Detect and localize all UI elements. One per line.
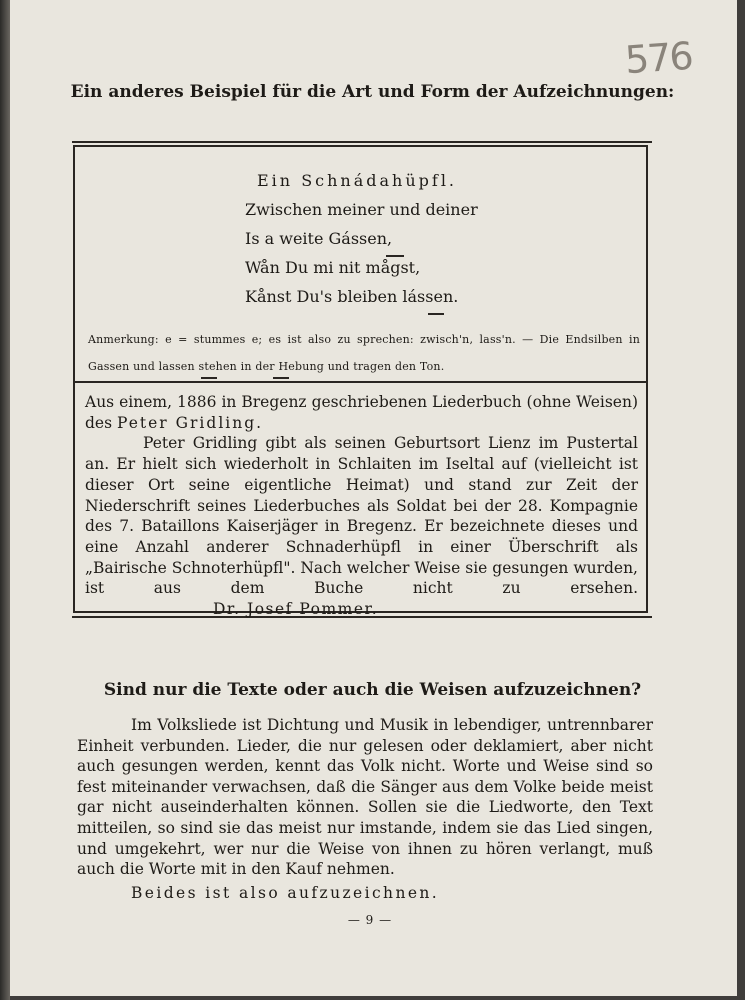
- stress-mark: [428, 313, 444, 315]
- body-text: [77, 715, 653, 903]
- source-paragraph: Peter Gridling gibt als seinen Geburtsort Lienz im Pustertal an. Er hielt sich wiederholt in Schlaiten im Iseltal auf (vielleicht ist dieser Ort seine eigentliche Heimat) und stand zur Zeit der Niederschrift seines Liederbuches als Soldat bei der 28. Kompagnie des 7. Bataillons Kaiserjäger in Bregenz. Er bezeichnete dieses und eine Anzahl anderer Schnaderhüpfl in einer Überschrift als „Bairische Schnoterhüpfl". Nach welcher Weise sie gesungen wurden, ist aus dem Buche nicht zu ersehen.: [85, 434, 638, 598]
- poem-title: Ein Schnádahüpfl.: [257, 171, 458, 190]
- box-top-rule: [72, 141, 652, 143]
- poem-line: Kånst Du's bleiben lássen.: [245, 287, 459, 306]
- poem-line: Zwischen meiner und deiner: [245, 200, 478, 219]
- body-paragraph: Im Volksliede ist Dichtung und Musik in lebendiger, untrennbarer Einheit verbunden. Lieder, die nur gelesen oder deklamiert, aber nicht auch gesungen werden, kennt das Volk nicht. Worte und Weise sind so fest miteinander verwachsen, daß die Sänger aus dem Volke beide meist gar nicht auseinderhalten können. Sollen sie die Liedworte, den Text mitteilen, so sind sie das meist nur imstande, indem sie das Lied singen, und umgekehrt, wer nur die Weise von ihnen zu hören verlangt, muß auch die Worte mit in den Kauf nehmen.: [77, 716, 653, 879]
- stress-mark: [201, 377, 217, 379]
- signature: Dr. Josef Pommer.: [213, 600, 379, 619]
- stress-mark: [273, 377, 289, 379]
- poem-line: Wån Du mi nit mågst,: [245, 258, 421, 277]
- source-intro: Aus einem, 1886 in Bregenz geschriebenen Liederbuch (ohne Weisen) des: [85, 393, 638, 432]
- box-divider: [75, 381, 648, 383]
- source-name: Peter Gridling.: [117, 413, 264, 432]
- section-heading-example: Ein anderes Beispiel für die Art und Form der Aufzeichnungen:: [70, 82, 675, 102]
- body-conclusion: Beides ist also aufzuzeichnen.: [131, 883, 440, 902]
- poem-block: [245, 166, 565, 311]
- stress-mark: [386, 255, 404, 257]
- pencil-page-number: 576: [623, 33, 693, 83]
- source-note: [85, 392, 638, 620]
- page-number: — 9 —: [347, 913, 393, 927]
- annotation-note: Anmerkung: e = stummes e; es ist also zu sprechen: zwisch'n, lass'n. — Die Endsilben in Gassen und lassen stehen in der Hebung und tragen den Ton.: [88, 333, 640, 373]
- poem-line: Is a weite Gássen,: [245, 229, 393, 248]
- book-gutter: [0, 0, 10, 1000]
- section-heading-question: Sind nur die Texte oder auch die Weisen aufzuzeichnen?: [103, 680, 642, 700]
